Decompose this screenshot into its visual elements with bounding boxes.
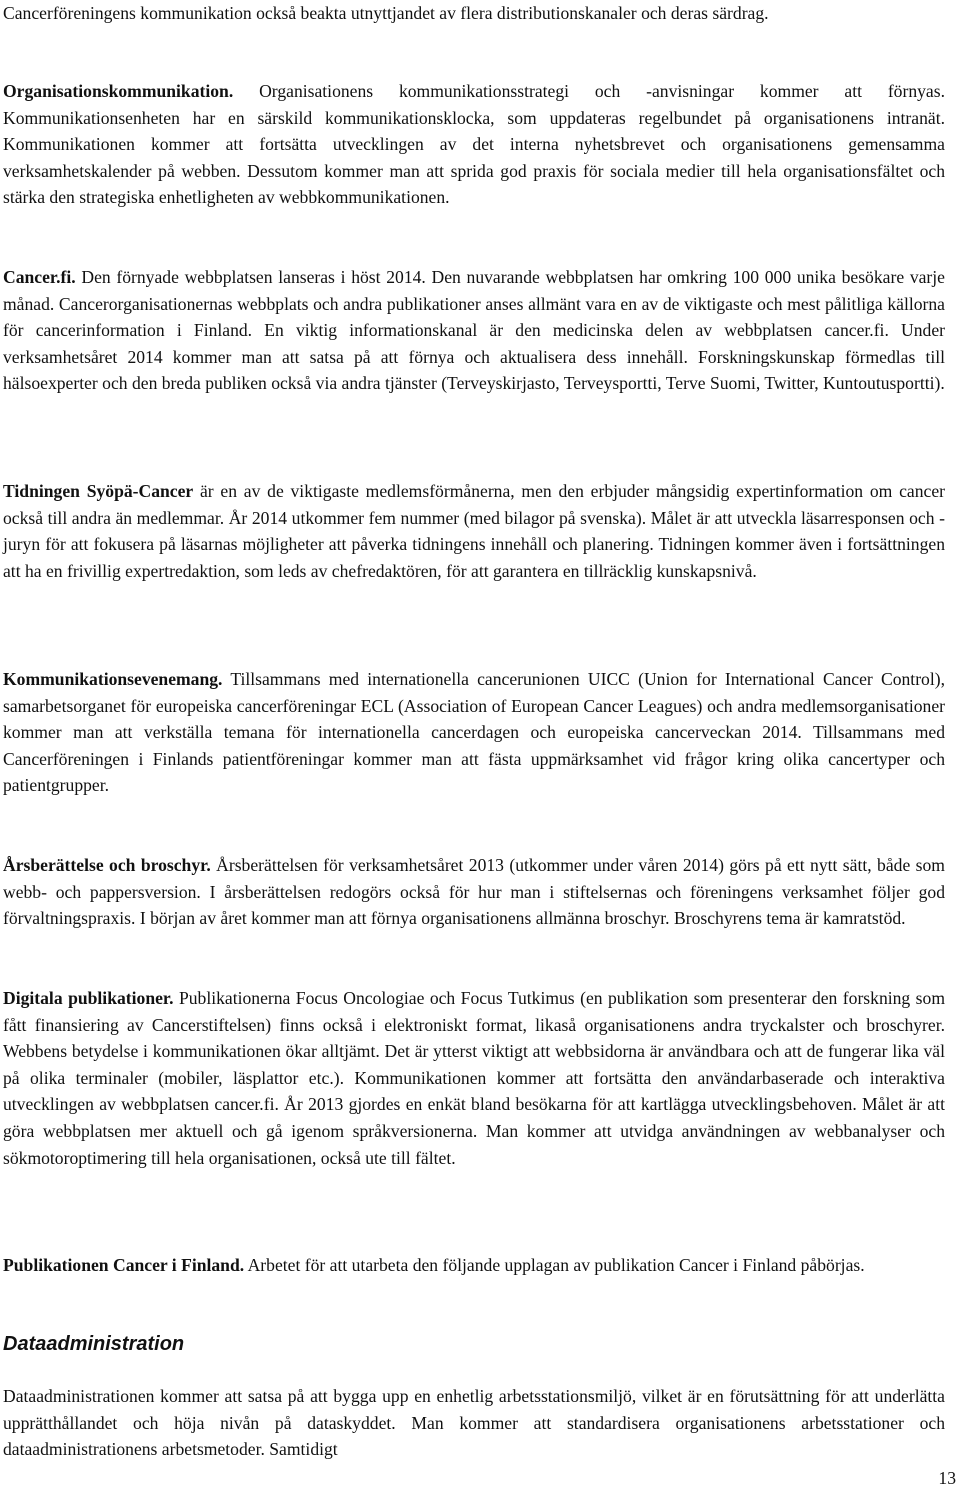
events-text: Tillsammans med internationella cancerunionen UICC (Union for International Cancer Control), samarbetsorganet för europeiska cancerföreningar ECL (Association of European Cancer Leagues) och andra medlemsorganisationer kommer man att verkställa temana för internationella cancerdagen och europeiska cancerveckan 2014. Tillsammans med Cancerföreningen i Finlands patientföreningar kommer man att fästa uppmärksamhet vid frågor kring olika cancertyper och patientgrupper.: [3, 669, 945, 796]
intro-text: Cancerföreningens kommunikation också beakta utnyttjandet av flera distributionskanaler och deras särdrag.: [3, 3, 769, 23]
digital-pubs-paragraph: [3, 985, 945, 1171]
syopa-cancer-text: är en av de viktigaste medlemsförmånerna, men den erbjuder mångsidig expertinformation om cancer också till andra än medlemmar. År 2014 utkommer fem nummer (med bilagor på svenska). Målet är att utveckla läsarresponsen och -juryn för att fokusera på läsarnas möjligheter att påverka tidningens innehåll och planering. Tidningen kommer även i fortsättningen att ha en frivillig expertredaktion, som leds av chefredaktören, för att garantera en tillräcklig kunskapsnivå.: [3, 481, 945, 581]
digital-pubs-text: Publikationerna Focus Oncologiae och Focus Tutkimus (en publikation som presenterar den forskning som fått finansiering av Cancerstiftelsen) finns också i elektroniskt format, likaså organisationens andra tryckalster och broschyrer. Webbens betydelse i kommunikationen ökar alltjämt. Det är ytterst viktigt att webbsidorna är användbara och att de fungerar lika väl på olika terminaler (mobiler, läsplattor etc.). Kommunikationen kommer att fortsätta den användarbaserade och interaktiva utvecklingen av webbplatsen cancer.fi. År 2013 gjordes en enkät bland besökarna för att kartlägga utvecklingsbehoven. Målet är att göra webbplatsen mer aktuell och gå igenom språkversionerna. Man kommer att utvidga användningen av webbanalyser och sökmotoroptimering till hela organisationen, också ute till fältet.: [3, 988, 946, 1168]
events-heading: Kommunikationsevenemang.: [3, 669, 223, 689]
cancer-fi-paragraph: [3, 264, 945, 397]
section-text: Dataadministrationen kommer att satsa på att bygga upp en enhetlig arbetsstationsmiljö, vilket är en förutsättning för att underlätta upprätthållandet och höja nivån på dataskyddet. Man kommer att standardisera organisationens arbetsstationer och dataadministrationens arbetsmetoder. Samtidigt: [3, 1386, 945, 1460]
cancer-in-finland-heading: Publikationen Cancer i Finland.: [3, 1255, 245, 1275]
events-paragraph: [3, 666, 945, 799]
intro-paragraph: [3, 0, 945, 27]
digital-pubs-heading: Digitala publikationer.: [3, 988, 174, 1008]
org-comm-paragraph: [3, 78, 945, 211]
syopa-cancer-heading: Tidningen Syöpä-Cancer: [3, 481, 194, 501]
section-paragraph: [3, 1383, 945, 1463]
annual-report-paragraph: [3, 852, 945, 932]
syopa-cancer-paragraph: [3, 478, 945, 584]
section-heading: Dataadministration: [3, 1333, 185, 1355]
page-number: 13: [938, 1468, 956, 1488]
cancer-fi-text: Den förnyade webbplatsen lanseras i höst 2014. Den nuvarande webbplatsen har omkring 100 000 unika besökare varje månad. Cancerorganisationernas webbplats och andra publikationer anses allmänt vara en av de viktigaste och mest pålitliga källorna för cancerinformation i Finland. En viktig informationskanal är den medicinska delen av webbplatsen cancer.fi. Under verksamhetsåret 2014 kommer man att satsa på att förnya och aktualisera dess innehåll. Forskningskunskap förmedlas till hälsoexperter och den breda publiken också via andra tjänster (Terveyskirjasto, Terveysportti, Terve Suomi, Twitter, Kuntoutusportti).: [3, 267, 945, 394]
annual-report-text: Årsberättelsen för verksamhetsåret 2013 (utkommer under våren 2014) görs på ett nytt sätt, både som webb- och pappersversion. I årsberättelsen redogörs också för hur man i stiftelsernas och föreningens verksamhet följer god förvaltningspraxis. I början av året kommer man att förnya organisationens allmänna broschyr. Broschyrens tema är kamratstöd.: [3, 855, 945, 929]
org-comm-text: Organisationens kommunikationsstrategi och -anvisningar kommer att förnyas. Kommunikationsenheten har en särskild kommunikationsklocka, som uppdateras regelbundet på organisationens intranät. Kommunikationen kommer att fortsätta utvecklingen av det interna nyhetsbrevet och organisationens gemensamma verksamhetskalender på webben. Dessutom kommer man att sprida god praxis för sociala medier till hela organisationsfältet och stärka den strategiska enhetligheten av webbkommunikationen.: [3, 81, 945, 208]
cancer-fi-heading: Cancer.fi.: [3, 267, 76, 287]
annual-report-heading: Årsberättelse och broschyr.: [3, 855, 211, 875]
org-comm-heading: Organisationskommunikation.: [3, 81, 234, 101]
cancer-in-finland-paragraph: [3, 1252, 945, 1279]
cancer-in-finland-text: Arbetet för att utarbeta den följande upplagan av publikation Cancer i Finland påbörjas.: [244, 1255, 865, 1275]
